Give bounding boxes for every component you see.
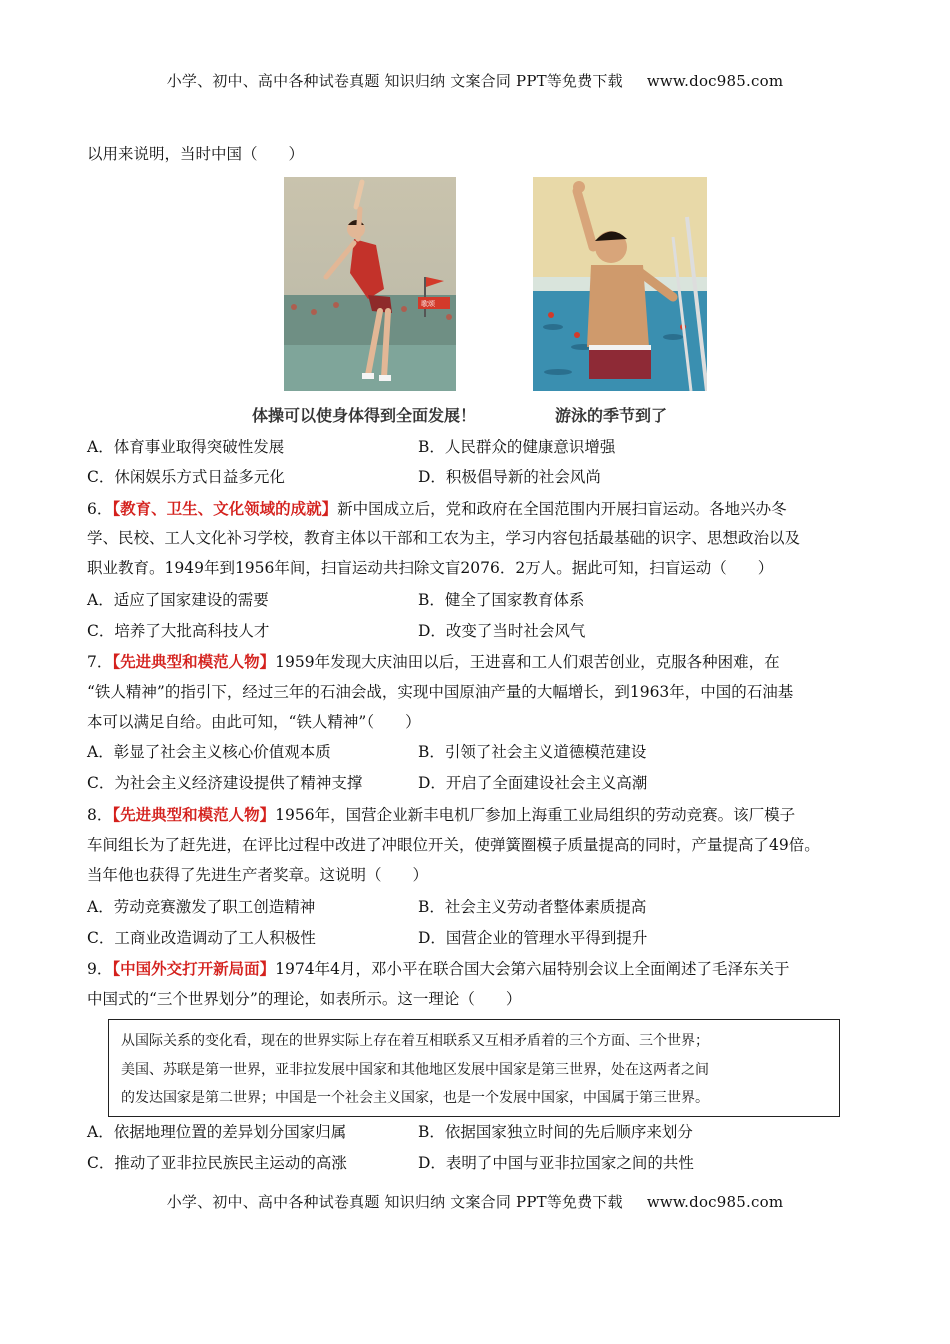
q5-option-a[interactable]: A．体育事业取得突破性发展	[87, 438, 285, 456]
q7-number: 7．	[87, 653, 113, 671]
q9-option-b[interactable]: B．依据国家独立时间的先后顺序来划分	[418, 1123, 693, 1141]
swimming-poster	[533, 177, 707, 391]
header-site[interactable]: www.doc985.com	[646, 72, 784, 90]
q7-option-b[interactable]: B．引领了社会主义道德模范建设	[418, 743, 647, 761]
footer-site[interactable]: www.doc985.com	[646, 1193, 784, 1211]
q9-quote-line-1: 从国际关系的变化看，现在的世界实际上存在着互相联系又互相矛盾着的三个方面、三个世界；	[121, 1033, 709, 1049]
q9-topic-tag: 【中国外交打开新局面】	[112, 959, 276, 978]
q9-stem-line-1	[87, 959, 789, 979]
svg-text:歌颂: 歌颂	[421, 300, 435, 308]
header-text: 小学、初中、高中各种试卷真题 知识归纳 文案合同 PPT等免费下载	[166, 72, 623, 90]
q9-stem-line-2: 中国式的“三个世界划分”的理论，如表所示。这一理论（ ）	[87, 990, 522, 1008]
q6-number: 6．	[87, 500, 113, 518]
q7-stem-line-3: 本可以满足自给。由此可知，“铁人精神”（ ）	[87, 713, 421, 731]
q7-stem-line-2: “铁人精神”的指引下，经过三年的石油会战，实现中国原油产量的大幅增长，到1963年，中国的石油基	[87, 683, 794, 701]
q7-option-a[interactable]: A．彰显了社会主义核心价值观本质	[87, 743, 331, 761]
q7-option-d[interactable]: D．开启了全面建设社会主义高潮	[418, 774, 648, 792]
q9-quote-line-2: 美国、苏联是第一世界，亚非拉发展中国家和其他地区发展中国家是第三世界，处在这两者之间	[121, 1062, 709, 1078]
q7-text-1: 1959年发现大庆油田以后，王进喜和工人们艰苦创业，克服各种困难，在	[275, 653, 780, 671]
q5-stem-end: 以用来说明，当时中国（ ）	[87, 145, 305, 163]
q8-option-a[interactable]: A．劳动竞赛激发了职工创造精神	[87, 898, 316, 916]
q7-option-c[interactable]: C．为社会主义经济建设提供了精神支撑	[87, 774, 363, 792]
page-footer	[0, 1191, 950, 1212]
q8-text-1: 1956年，国营企业新丰电机厂参加上海重工业局组织的劳动竞赛。该厂模子	[275, 806, 796, 824]
q8-stem-line-3: 当年他也获得了先进生产者奖章。这说明（ ）	[87, 866, 429, 884]
q8-option-c[interactable]: C．工商业改造调动了工人积极性	[87, 929, 316, 947]
q9-number: 9．	[87, 960, 113, 978]
q5-option-b[interactable]: B．人民群众的健康意识增强	[418, 438, 616, 456]
q5-option-d[interactable]: D．积极倡导新的社会风尚	[418, 468, 601, 486]
q8-topic-tag: 【先进典型和模范人物】	[112, 805, 276, 824]
q8-stem-line-1	[87, 805, 795, 825]
q6-text-1: 新中国成立后，党和政府在全国范围内开展扫盲运动。各地兴办冬	[337, 500, 787, 518]
gymnastics-poster	[284, 177, 456, 391]
footer-text: 小学、初中、高中各种试卷真题 知识归纳 文案合同 PPT等免费下载	[166, 1193, 623, 1211]
q6-option-a[interactable]: A．适应了国家建设的需要	[87, 591, 269, 609]
q8-number: 8．	[87, 806, 113, 824]
q6-option-b[interactable]: B．健全了国家教育体系	[418, 591, 585, 609]
q9-quote-box	[108, 1019, 840, 1117]
gymnastics-caption: 体操可以使身体得到全面发展！	[252, 406, 477, 425]
q6-option-d[interactable]: D．改变了当时社会风气	[418, 622, 586, 640]
q6-stem-line-2: 学、民校、工人文化补习学校，教育主体以干部和工农为主，学习内容包括最基础的识字、思想政治以及	[87, 529, 801, 547]
q6-stem-line-1	[87, 499, 787, 519]
page-header	[0, 70, 950, 91]
q9-option-a[interactable]: A．依据地理位置的差异划分国家归属	[87, 1123, 347, 1141]
q5-option-c[interactable]: C．休闲娱乐方式日益多元化	[87, 468, 285, 486]
q8-option-d[interactable]: D．国营企业的管理水平得到提升	[418, 929, 648, 947]
q6-stem-line-3: 职业教育。1949年到1956年间，扫盲运动共扫除文盲2076．2万人。据此可知，扫盲运动（ ）	[87, 559, 774, 577]
swimming-caption: 游泳的季节到了	[555, 406, 668, 425]
q9-option-c[interactable]: C．推动了亚非拉民族民主运动的高涨	[87, 1154, 347, 1172]
q7-topic-tag: 【先进典型和模范人物】	[112, 652, 276, 671]
q6-option-c[interactable]: C．培养了大批高科技人才	[87, 622, 270, 640]
q8-stem-line-2: 车间组长为了赶先进，在评比过程中改进了冲眼位开关，使弹簧圈模子质量提高的同时，产量提高了49倍。	[87, 836, 820, 854]
q9-option-d[interactable]: D．表明了中国与亚非拉国家之间的共性	[418, 1154, 694, 1172]
q6-topic-tag: 【教育、卫生、文化领域的成就】	[112, 499, 338, 518]
q8-option-b[interactable]: B．社会主义劳动者整体素质提高	[418, 898, 647, 916]
q7-stem-line-1	[87, 652, 780, 672]
q9-quote-line-3: 的发达国家是第二世界；中国是一个社会主义国家，也是一个发展中国家，中国属于第三世界。	[121, 1090, 709, 1106]
q9-text-1: 1974年4月，邓小平在联合国大会第六届特别会议上全面阐述了毛泽东关于	[275, 960, 790, 978]
